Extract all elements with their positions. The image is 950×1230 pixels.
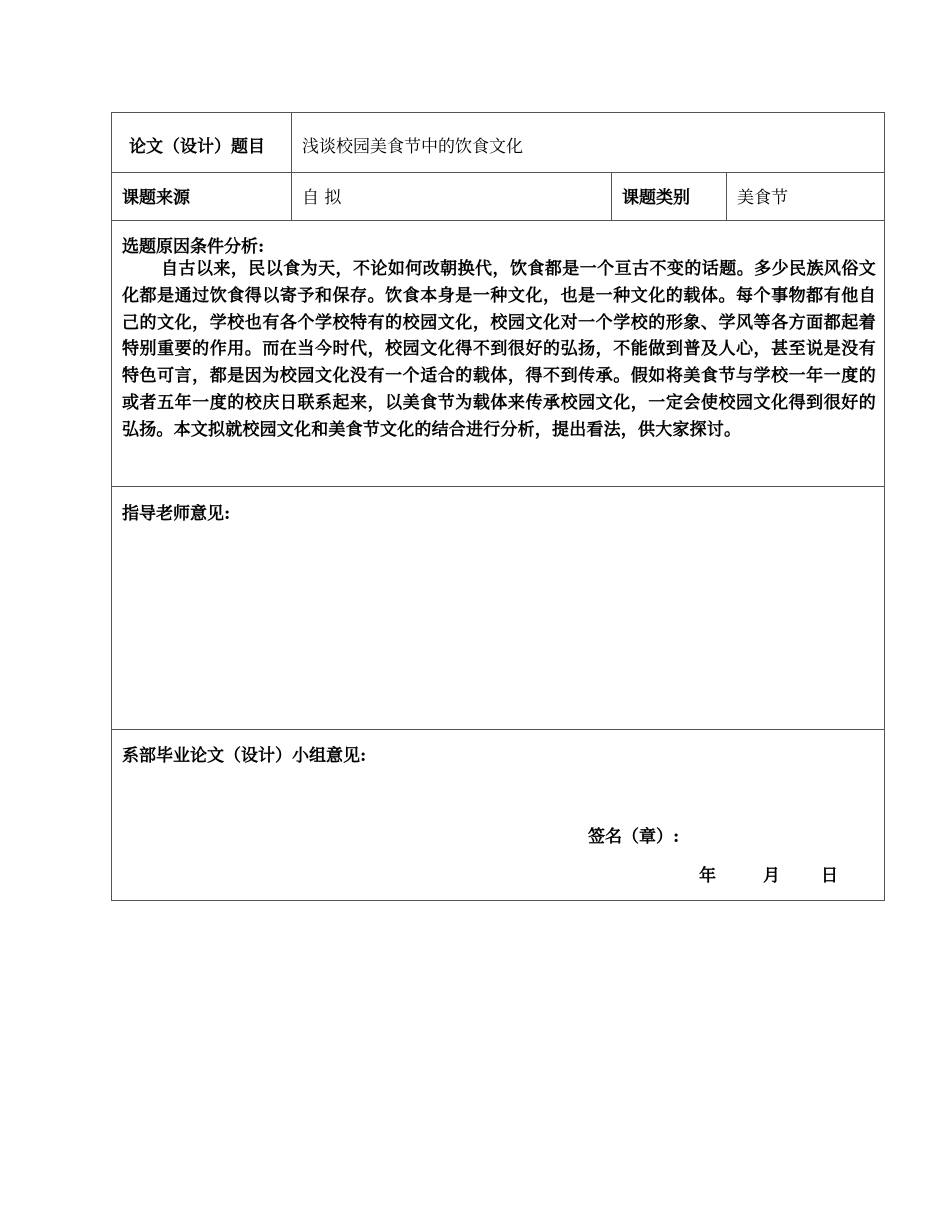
topic-category-label: 课题类别 [622, 188, 690, 208]
thesis-title-value: 浅谈校园美食节中的饮食文化 [302, 137, 523, 157]
topic-source-value: 自 拟 [302, 188, 342, 208]
date-year-label: 年 [699, 866, 716, 886]
proposal-form-table [111, 112, 885, 901]
column-divider [611, 172, 612, 220]
signature-label: 签名（章）: [588, 827, 680, 847]
column-divider [291, 113, 292, 220]
analysis-paragraph: 自古以来，民以食为天，不论如何改朝换代，饮食都是一个亘古不变的话题。多少民族风俗文化都是通过饮食得以寄予和保存。饮食本身是一种文化，也是一种文化的载体。每个事物都有他自己的文化，学校也有各个学校特有的校园文化，校园文化对一个学校的形象、学风等各方面都起着特别重要的作用。而在当今时代，校园文化得不到很好的弘扬，不能做到普及人心，甚至说是没有特色可言，都是因为校园文化没有一个适合的载体，得不到传承。假如将美食节与学校一年一度的或者五年一度的校庆日联系起来，以美食节为载体来传承校园文化，一定会使校园文化得到很好的弘扬。本文拟就校园文化和美食节文化的结合进行分析，提出看法，供大家探讨。 [122, 259, 876, 440]
topic-source-label: 课题来源 [122, 188, 190, 208]
row-divider [112, 172, 884, 173]
analysis-label: 选题原因条件分析: [122, 237, 265, 257]
advisor-opinion-label: 指导老师意见: [122, 504, 231, 524]
date-day-label: 日 [821, 866, 838, 886]
committee-opinion-label: 系部毕业论文（设计）小组意见: [122, 746, 367, 766]
row-divider [112, 220, 884, 221]
thesis-title-label: 论文（设计）题目 [129, 137, 265, 157]
date-month-label: 月 [763, 866, 780, 886]
column-divider [726, 172, 727, 220]
row-divider [112, 729, 884, 730]
row-divider [112, 486, 884, 487]
topic-category-value: 美食节 [737, 188, 788, 208]
